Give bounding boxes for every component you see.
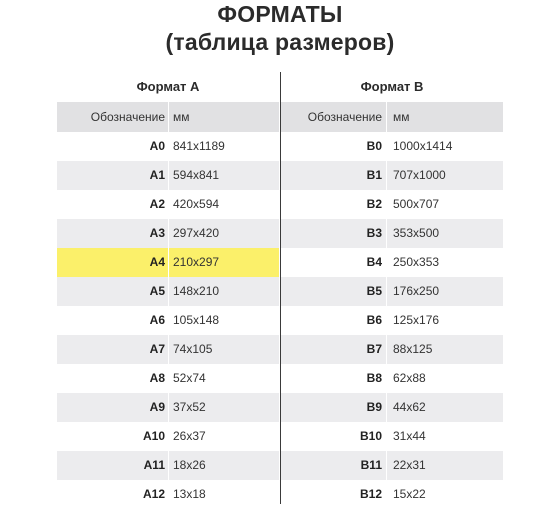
- format-name: B7: [366, 342, 382, 356]
- table-row: [57, 190, 279, 219]
- format-name: B11: [360, 458, 382, 472]
- format-size: 297x420: [173, 226, 220, 240]
- format-size: 88x125: [393, 342, 433, 356]
- format-size: 105x148: [173, 313, 220, 327]
- table-row: [281, 219, 503, 248]
- format-name: A12: [142, 487, 165, 501]
- format-name: A10: [142, 429, 165, 443]
- format-name: A0: [149, 139, 165, 153]
- table-row: [281, 422, 503, 451]
- format-size: 500x707: [393, 197, 440, 211]
- format-size: 420x594: [173, 197, 220, 211]
- format-size: 13x18: [173, 487, 206, 501]
- format-name: A2: [149, 197, 165, 211]
- table-row: [57, 422, 279, 451]
- format-name: B3: [366, 226, 382, 240]
- format-size: 22x31: [393, 458, 426, 472]
- format-name: A8: [149, 371, 165, 385]
- format-name: B0: [366, 139, 382, 153]
- title-subtitle: (таблица размеров): [165, 29, 395, 55]
- format-name: B4: [366, 255, 382, 269]
- table-row: [57, 364, 279, 393]
- header-designation: Обозначение: [307, 110, 382, 124]
- format-size: 44x62: [393, 400, 426, 414]
- format-size: 74x105: [173, 342, 213, 356]
- format-name: B9: [366, 400, 382, 414]
- format-size: 62x88: [393, 371, 426, 385]
- table-row: [57, 277, 279, 306]
- format-size: 37x52: [173, 400, 206, 414]
- title-main: ФОРМАТЫ: [217, 1, 343, 27]
- format-name: A5: [149, 284, 165, 298]
- format-name: B12: [359, 487, 382, 501]
- format-name: B5: [366, 284, 382, 298]
- format-size: 176x250: [393, 284, 440, 298]
- table-row: [281, 364, 503, 393]
- format-size: 52x74: [173, 371, 206, 385]
- table-row: [281, 277, 503, 306]
- format-a-table: [57, 72, 279, 509]
- format-name: A6: [149, 313, 165, 327]
- format-name: B8: [366, 371, 382, 385]
- format-name: B10: [359, 429, 382, 443]
- format-size: 148x210: [173, 284, 220, 298]
- format-size: 841x1189: [173, 139, 225, 153]
- format-a-header-row: [57, 102, 279, 132]
- table-row: [281, 306, 503, 335]
- table-row: [57, 335, 279, 364]
- format-size: 31x44: [393, 429, 426, 443]
- format-name: A3: [149, 226, 165, 240]
- format-size: 26x37: [173, 429, 206, 443]
- header-mm: мм: [393, 110, 410, 124]
- table-row: [57, 451, 279, 480]
- table-row: [281, 161, 503, 190]
- format-name: A4: [149, 255, 165, 269]
- format-size: 250x353: [393, 255, 440, 269]
- format-a-heading: Формат А: [136, 79, 200, 94]
- format-size: 18x26: [173, 458, 206, 472]
- format-name: B2: [366, 197, 382, 211]
- table-row: [281, 393, 503, 422]
- format-size: 594x841: [173, 168, 220, 182]
- header-designation: Обозначение: [90, 110, 165, 124]
- format-b-header-row: [281, 102, 503, 132]
- format-name: A11: [143, 458, 165, 472]
- format-name: B1: [366, 168, 382, 182]
- table-row: [57, 306, 279, 335]
- table-row: [281, 190, 503, 219]
- format-a-rows: [57, 132, 279, 509]
- format-size: 707x1000: [393, 168, 446, 182]
- format-b-rows: [281, 132, 503, 509]
- format-size: 353x500: [393, 226, 440, 240]
- page-title: [0, 0, 560, 58]
- format-size: 125x176: [393, 313, 440, 327]
- table-row: [281, 248, 503, 277]
- table-row: [281, 480, 503, 509]
- format-name: A7: [149, 342, 165, 356]
- format-name: A1: [149, 168, 165, 182]
- format-b-table: [281, 72, 503, 509]
- format-size: 15x22: [393, 487, 426, 501]
- table-row: [57, 132, 279, 161]
- table-row: [57, 393, 279, 422]
- format-size: 1000x1414: [393, 139, 453, 153]
- table-row: [57, 480, 279, 509]
- format-size: 210x297: [173, 255, 220, 269]
- header-mm: мм: [173, 110, 190, 124]
- format-b-heading: Формат В: [360, 79, 424, 94]
- table-row: [57, 161, 279, 190]
- table-row: [281, 132, 503, 161]
- table-row: [281, 451, 503, 480]
- format-name: A9: [149, 400, 165, 414]
- table-row: [57, 248, 279, 277]
- table-row: [281, 335, 503, 364]
- format-name: B6: [366, 313, 382, 327]
- table-row: [57, 219, 279, 248]
